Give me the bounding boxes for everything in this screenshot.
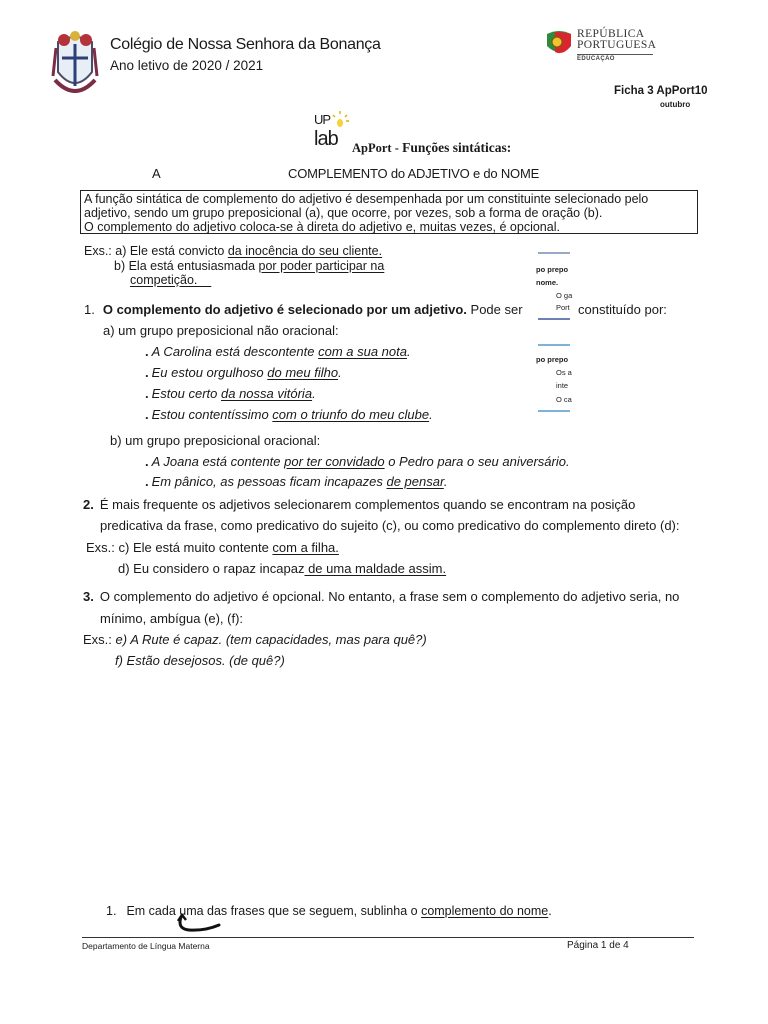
bullet-dot: .: [145, 454, 149, 469]
point3-line1: [83, 589, 679, 605]
lightbulb-icon: [332, 108, 350, 130]
bullet-dot: .: [145, 407, 149, 422]
point2-number: 2.: [83, 497, 94, 512]
side-divider: [538, 344, 570, 346]
section-letter: A: [152, 166, 161, 181]
example-item-end: .: [443, 474, 448, 489]
side-fragment: inte: [556, 381, 569, 390]
footer-right: Página 1 de 4: [567, 940, 629, 951]
point3-example-e: [83, 632, 427, 648]
example-item-underline: com a sua nota: [318, 344, 407, 359]
side-fragment: Port: [556, 303, 570, 312]
example-item-end: .: [429, 407, 433, 422]
gov-line2: PORTUGUESA: [577, 39, 657, 51]
exercise-number: 1.: [106, 904, 117, 918]
lesson-title-main: Funções sintáticas:: [402, 140, 512, 155]
bullet-dot: .: [145, 386, 149, 401]
example-item-text: Em pânico, as pessoas ficam incapazes: [151, 474, 387, 489]
point1-rest: Pode ser: [466, 302, 523, 317]
point2-example-d: [118, 561, 446, 577]
example-item: [145, 344, 411, 360]
side-fragment: nome.: [536, 278, 559, 287]
side-divider: [538, 252, 570, 254]
example-item-text: A Joana está contente: [151, 454, 285, 469]
example-item-underline: com o triunfo do meu clube: [272, 407, 430, 422]
gov-divider: [577, 54, 653, 55]
point2-d-text: d) Eu considero o rapaz incapaz: [118, 561, 305, 576]
gov-line1: REPÚBLICA: [577, 28, 645, 40]
bullet-dot: .: [145, 344, 149, 359]
example-item-underline: por ter convidado: [284, 454, 385, 469]
example-b-underline-2: competição.: [130, 273, 212, 287]
point3-text1: O complemento do adjetivo é opcional. No entanto, a frase sem o complemento do adjetivo seria, no: [99, 589, 680, 604]
example-b-text: b) Ela está entusiasmada: [114, 259, 259, 273]
school-name: Colégio de Nossa Senhora da Bonança: [110, 36, 381, 53]
bullet-dot: .: [145, 474, 149, 489]
example-item-underline: do meu filho: [267, 365, 339, 380]
example-item-text: Estou certo: [151, 386, 221, 401]
definition-line1: A função sintática de complemento do adjetivo é desempenhada por um constituinte selecionado pelo: [84, 192, 649, 206]
sheet-code: Ficha 3 ApPort10: [614, 85, 708, 97]
point3-line2: mínimo, ambígua (e), (f):: [100, 611, 244, 626]
example-a: [84, 244, 382, 259]
gov-dept: EDUCAÇÃO: [577, 56, 615, 62]
point1-heading: [84, 302, 523, 318]
point1-sub-a: a) um grupo preposicional não oracional:: [103, 323, 339, 338]
point3-e-text: e) A Rute é capaz. (tem capacidades, mas para quê?): [115, 632, 427, 647]
example-item: [145, 454, 570, 470]
example-item: [145, 386, 316, 402]
example-item-underline: da nossa vitória: [221, 386, 313, 401]
example-item-text: Eu estou orgulhoso: [151, 365, 268, 380]
point3-e-prefix: Exs.:: [83, 632, 116, 647]
side-fragment: po prepo: [536, 355, 569, 364]
point2-line2: predicativa da frase, como predicativo do sujeito (c), ou como predicativo do complemento direto (d):: [100, 518, 680, 533]
example-item-text: Estou contentíssimo: [151, 407, 273, 422]
example-item-end: .: [312, 386, 316, 401]
point1-tail: constituído por:: [578, 302, 667, 317]
example-item-end: .: [406, 344, 411, 359]
uplab-up: UP: [314, 112, 331, 127]
example-item-text: A Carolina está descontente: [151, 344, 319, 359]
exercise-underline: complemento do nome: [421, 904, 549, 918]
uplab-logo: [312, 108, 352, 156]
example-b-underline: por poder participar na: [258, 259, 385, 273]
point2-c-text: Exs.: c) Ele está muito contente: [86, 540, 273, 555]
footer-rule: [82, 937, 694, 938]
sheet-month: outubro: [660, 100, 691, 109]
side-fragment: po prepo: [536, 265, 569, 274]
example-item-underline: de pensar: [386, 474, 444, 489]
definition-line2: adjetivo, sendo um grupo preposicional (a), que ocorre, por vezes, sob a forma de oração (b).: [84, 206, 603, 220]
example-b: [114, 259, 384, 274]
curved-arrow-icon: [175, 913, 225, 935]
republic-logo: [545, 26, 665, 66]
example-a-text: Exs.: a) Ele está convicto: [84, 244, 228, 258]
school-crest: [50, 28, 100, 100]
point2-example-c: [86, 540, 339, 556]
example-item-end: o Pedro para o seu aniversário.: [384, 454, 570, 469]
point3-number: 3.: [83, 589, 94, 604]
example-b-cont: [130, 273, 211, 288]
bullet-dot: .: [145, 365, 149, 380]
point3-example-f: f) Estão desejosos. (de quê?): [115, 653, 285, 668]
point2-d-underline: de uma maldade assim.: [304, 561, 447, 576]
side-fragment: Os a: [556, 368, 572, 377]
side-fragment: O ca: [556, 395, 572, 404]
exercise-text: Em cada uma das frases que se seguem, sublinha o: [126, 904, 422, 918]
lesson-title-prefix: ApPort -: [352, 141, 399, 155]
point1-sub-b: b) um grupo preposicional oracional:: [110, 433, 321, 448]
example-item-end: .: [338, 365, 342, 380]
example-item: [145, 407, 433, 423]
example-item: [145, 365, 342, 381]
lesson-title: [352, 140, 511, 156]
definition-box: [80, 190, 698, 234]
point1-bold: O complemento do adjetivo é selecionado por um adjetivo.: [102, 302, 467, 317]
section-heading: COMPLEMENTO do ADJETIVO e do NOME: [288, 166, 540, 181]
side-divider: [538, 410, 570, 412]
example-a-underline: da inocência do seu cliente.: [227, 244, 383, 258]
definition-line3: O complemento do adjetivo coloca-se à direta do adjetivo e, muitas vezes, é opcional.: [84, 220, 560, 234]
point2-line1: [83, 497, 635, 513]
point1-number: 1.: [84, 302, 95, 317]
footer-left: Departamento de Língua Materna: [82, 941, 210, 951]
example-item: [145, 474, 447, 490]
side-fragment: O ga: [556, 291, 573, 300]
point2-c-underline: com a filha.: [272, 540, 339, 555]
exercise-end: .: [548, 904, 552, 918]
exercise-instruction: [106, 904, 552, 919]
flag-emblem-icon: [545, 28, 573, 58]
uplab-lab: lab: [314, 128, 338, 150]
school-year: Ano letivo de 2020 / 2021: [110, 58, 264, 73]
side-divider: [538, 318, 570, 320]
point2-text1: É mais frequente os adjetivos selecionarem complementos quando se encontram na posição: [99, 497, 636, 512]
